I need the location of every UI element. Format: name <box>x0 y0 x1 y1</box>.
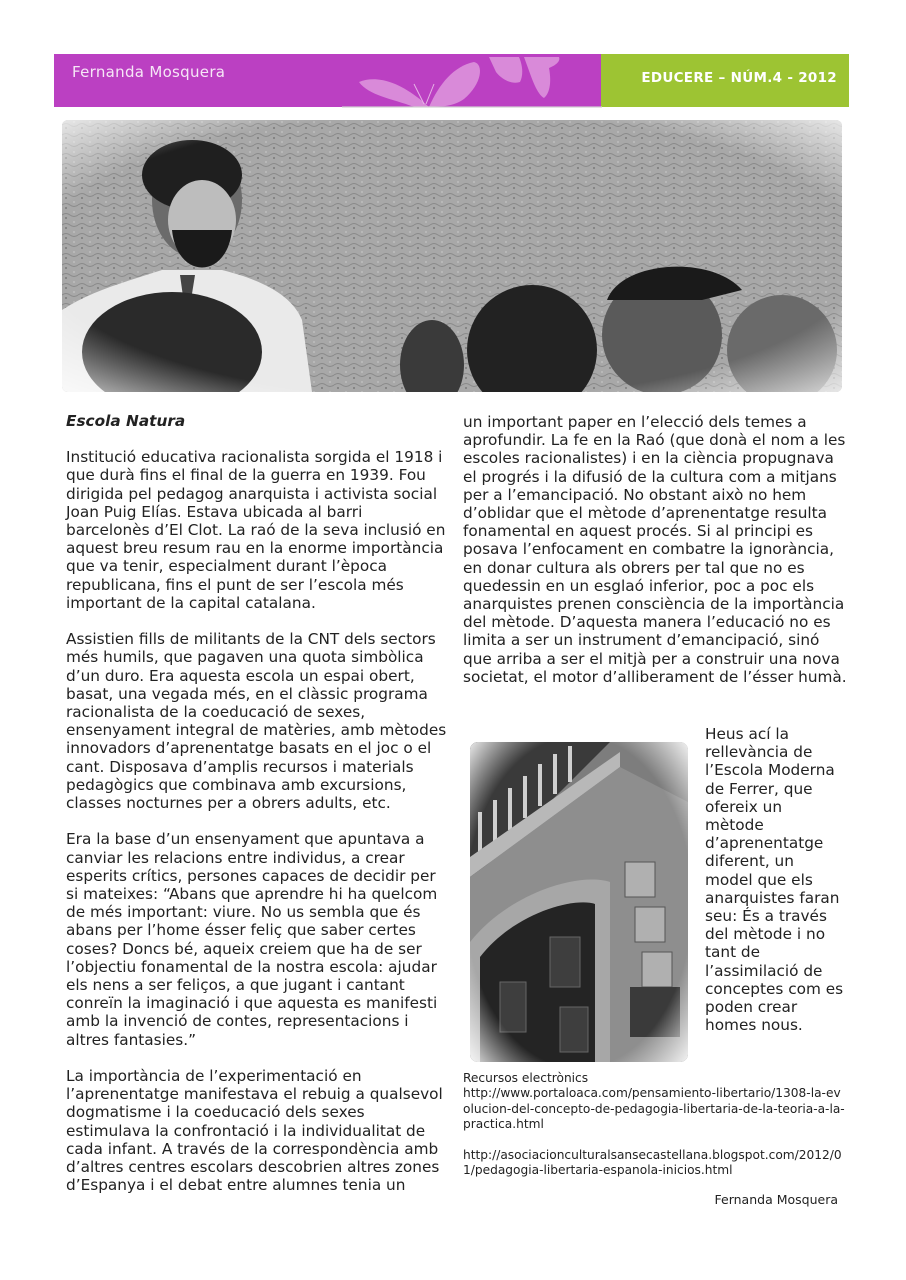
article-right-column <box>463 413 848 686</box>
page-header <box>54 54 849 107</box>
article-heading: Escola Natura <box>66 412 186 430</box>
resource-link[interactable]: http://asociacionculturalsansecastellana.blogspot.com/2012/01/pedagogia-libertaria-espanola-inicios.html <box>463 1148 842 1178</box>
side-paragraph <box>705 725 845 1034</box>
paragraph: La importància de l’experimentació en l’aprenentatge manifestava el rebuig a qualsevol dogmatisme i la coeducació dels sexes estimulava la confrontació i la individualitat de cada infant. A través de la correspondència amb d’altres centres escolars descobrien altres zones d’Espanya i el debat entre alumnes tenia un <box>66 1067 443 1195</box>
paragraph: Institució educativa racionalista sorgida el 1918 i que durà fins el final de la guerra en 1939. Fou dirigida pel pedagog anarquista i activista social Joan Puig Elías. Estava ubicada al barri barcelonès d’El Clot. La raó de la seva inclusió en aquest breu resum rau en la enorme importància que va tenir, especialment durant l’època republicana, fins el punt de ser l’escola més important de la capital catalana. <box>66 448 446 612</box>
article-left-column <box>66 412 448 1194</box>
building-photo <box>470 742 688 1062</box>
resources-title: Recursos electrònics <box>463 1071 589 1085</box>
paragraph: Assistien fills de militants de la CNT dels sectors més humils, que pagaven una quota simbòlica d’un duro. Era aquesta escola un espai obert, basat, una vegada més, en el clàssic programa racionalista de la coeducació de sexes, ensenyament integral de matèries, amb mètodes innovadors d’aprenentatge basats en el joc o el cant. Disposava d’amplis recursos i materials pedagògics que combinava amb excursions, classes nocturnes per a obrers adults, etc. <box>66 630 447 813</box>
resource-link[interactable]: http://www.portaloaca.com/pensamiento-libertario/1308-la-evolucion-del-concepto-de-pedagogia-libertaria-de-la-teoria-a-la-practica.html <box>463 1086 845 1132</box>
hero-photo <box>62 120 842 392</box>
header-author-band <box>54 54 601 107</box>
paragraph: Heus ací la rellevància de l’Escola Moderna de Ferrer, que ofereix un mètode d’aprenentatge diferent, un model que els anarquistes faran seu: És a través del mètode i no tant de l’assimilació de conceptes com es poden crear homes nous. <box>705 725 844 1035</box>
paragraph: Era la base d’un ensenyament que apuntava a canviar les relacions entre individus, a crear esperits crítics, persones capaces de decidir per si mateixes: “Abans que aprendre hi ha quelcom de més important: viure. No us sembla que és abans per l’home ésser feliç que saber certes coses? Doncs bé, aqueix creiem que ha de ser l’objectiu fonamental de la nostra escola: ajudar els nens a ser feliços, a que jugant i cantant conreïn la imaginació i que aquesta es manifesti amb la invenció de contes, representacions i altres fantasies.” <box>66 830 438 1049</box>
paragraph: un important paper en l’elecció dels temes a aprofundir. La fe en la Raó (que donà el nom a les escoles racionalistes) i en la ciència propugnava el progrés i la difusió de la cultura com a mitjans per a l’emancipació. No obstant això no hem d’oblidar que el mètode d’aprenentatge resulta fonamental en aquest procés. Si al principi es posava l’enfocament en combatre la ignorància, en donar cultura als obrers per tal que no es quedessin en un esglaó inferior, poc a poc els anarquistes prenen consciència de la importància del mètode. D’aquesta manera l’educació no es limita a ser un instrument d’emancipació, sinó que arriba a ser el mitjà per a construir una nova societat, el motor d’alliberament de l’ésser humà. <box>463 413 847 686</box>
butterfly-icon <box>344 54 564 107</box>
header-author: Fernanda Mosquera <box>72 63 226 81</box>
issue-label: EDUCERE – NÚM.4 - 2012 <box>641 70 837 86</box>
divider <box>342 106 602 108</box>
header-issue-band <box>601 54 849 107</box>
resources-section <box>463 1071 848 1179</box>
footer-author: Fernanda Mosquera <box>714 1192 838 1207</box>
